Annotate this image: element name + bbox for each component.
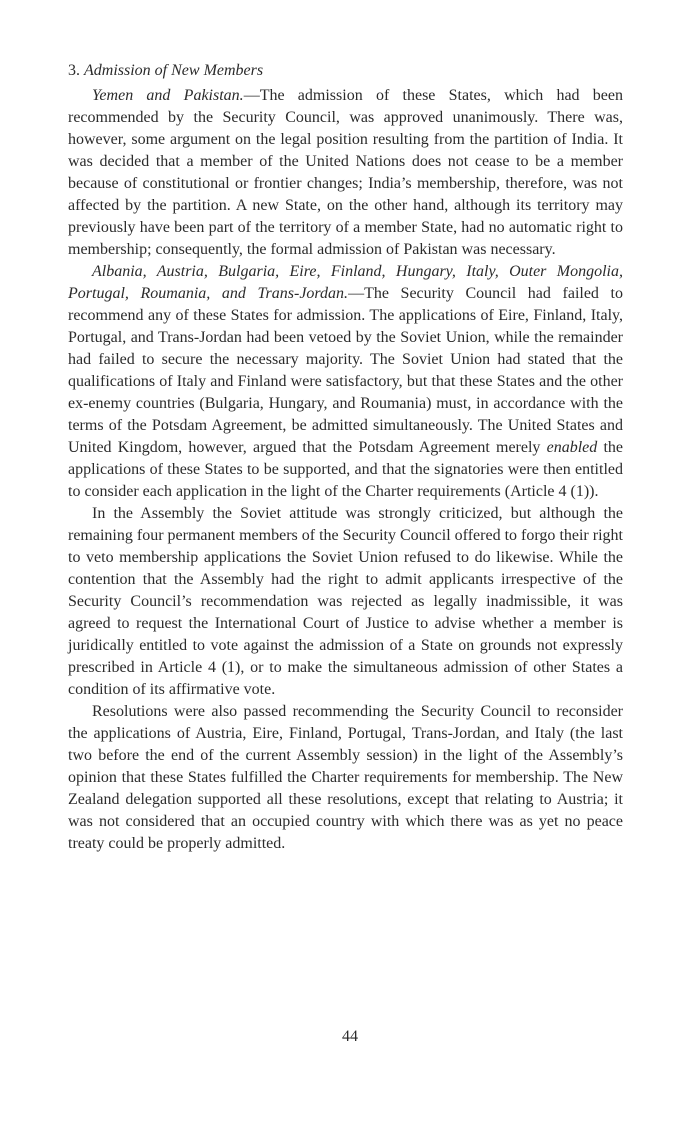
emphasis-text: enabled xyxy=(546,439,598,456)
paragraph-resolutions: Resolutions were also passed recommending the Security Council to reconsider the applications of Austria, Eire, Finland, Portugal, Trans-Jordan, and Italy (the last two before the end of the current Assembly session) in the light of the Assembly’s opinion that these States fulfilled the Charter requirements for membership. The New Zealand delegation supported all these resolutions, except that relating to Austria; it was not considered that an occupied country with which there was as yet no peace treaty could be properly admitted. xyxy=(68,703,623,852)
section-heading xyxy=(68,60,623,82)
page-number: 44 xyxy=(342,1028,358,1045)
section-title: Admission of New Members xyxy=(84,62,264,79)
document-page xyxy=(68,60,623,855)
paragraph-rejected-states xyxy=(68,261,623,503)
paragraph-text: —The admission of these States, which had been recommended by the Security Council, was approved unanimously. There was, however, some argument on the legal position resulting from the partition of India. It was decided that a member of the United Nations does not cease to be a member because of constitutional or frontier changes; India’s membership, therefore, was not affected by the partition. A new State, on the other hand, although its territory may previously have been part of the territory of a member State, had no automatic right to membership; consequently, the formal admission of Pakistan was necessary. xyxy=(68,87,624,258)
section-number: 3. xyxy=(68,62,80,79)
paragraph-lead: Yemen and Pakistan. xyxy=(92,87,244,104)
paragraph-yemen-pakistan xyxy=(68,85,623,261)
paragraph-lead: Albania, Austria, Bulgaria, Eire, Finland, Hungary, Italy, Outer Mongolia, Portugal, Roumania, and Trans-Jordan. xyxy=(68,263,623,302)
paragraph-assembly-criticism: In the Assembly the Soviet attitude was strongly criticized, but although the remaining four permanent members of the Security Council offered to forgo their right to veto membership applications the Soviet Union refused to do likewise. While the contention that the Assembly had the right to admit applicants irrespective of the Security Council’s recommendation was rejected as legally inadmissible, it was agreed to request the International Court of Justice to advise whether a member is juridically entitled to vote against the admission of a State on grounds not expressly prescribed in Article 4 (1), or to make the simultaneous admission of other States a condition of its affirmative vote. xyxy=(68,505,623,698)
paragraph-text: —The Security Council had failed to recommend any of these States for admission. The applications of Eire, Finland, Italy, Portugal, and Trans-Jordan had been vetoed by the Soviet Union, while the remainder had failed to secure the necessary majority. The Soviet Union had stated that the qualifications of Italy and Finland were satisfactory, but that these States and the other ex-enemy countries (Bulgaria, Hungary, and Roumania) must, in accordance with the terms of the Potsdam Agreement, be admitted simultaneously. The United States and United Kingdom, however, argued that the Potsdam Agreement merely xyxy=(68,285,623,456)
paragraph-text: the applications of these States to be supported, and that the signatories were then entitled to consider each application in the light of the Charter requirements (Article 4 (1)). xyxy=(68,439,624,500)
